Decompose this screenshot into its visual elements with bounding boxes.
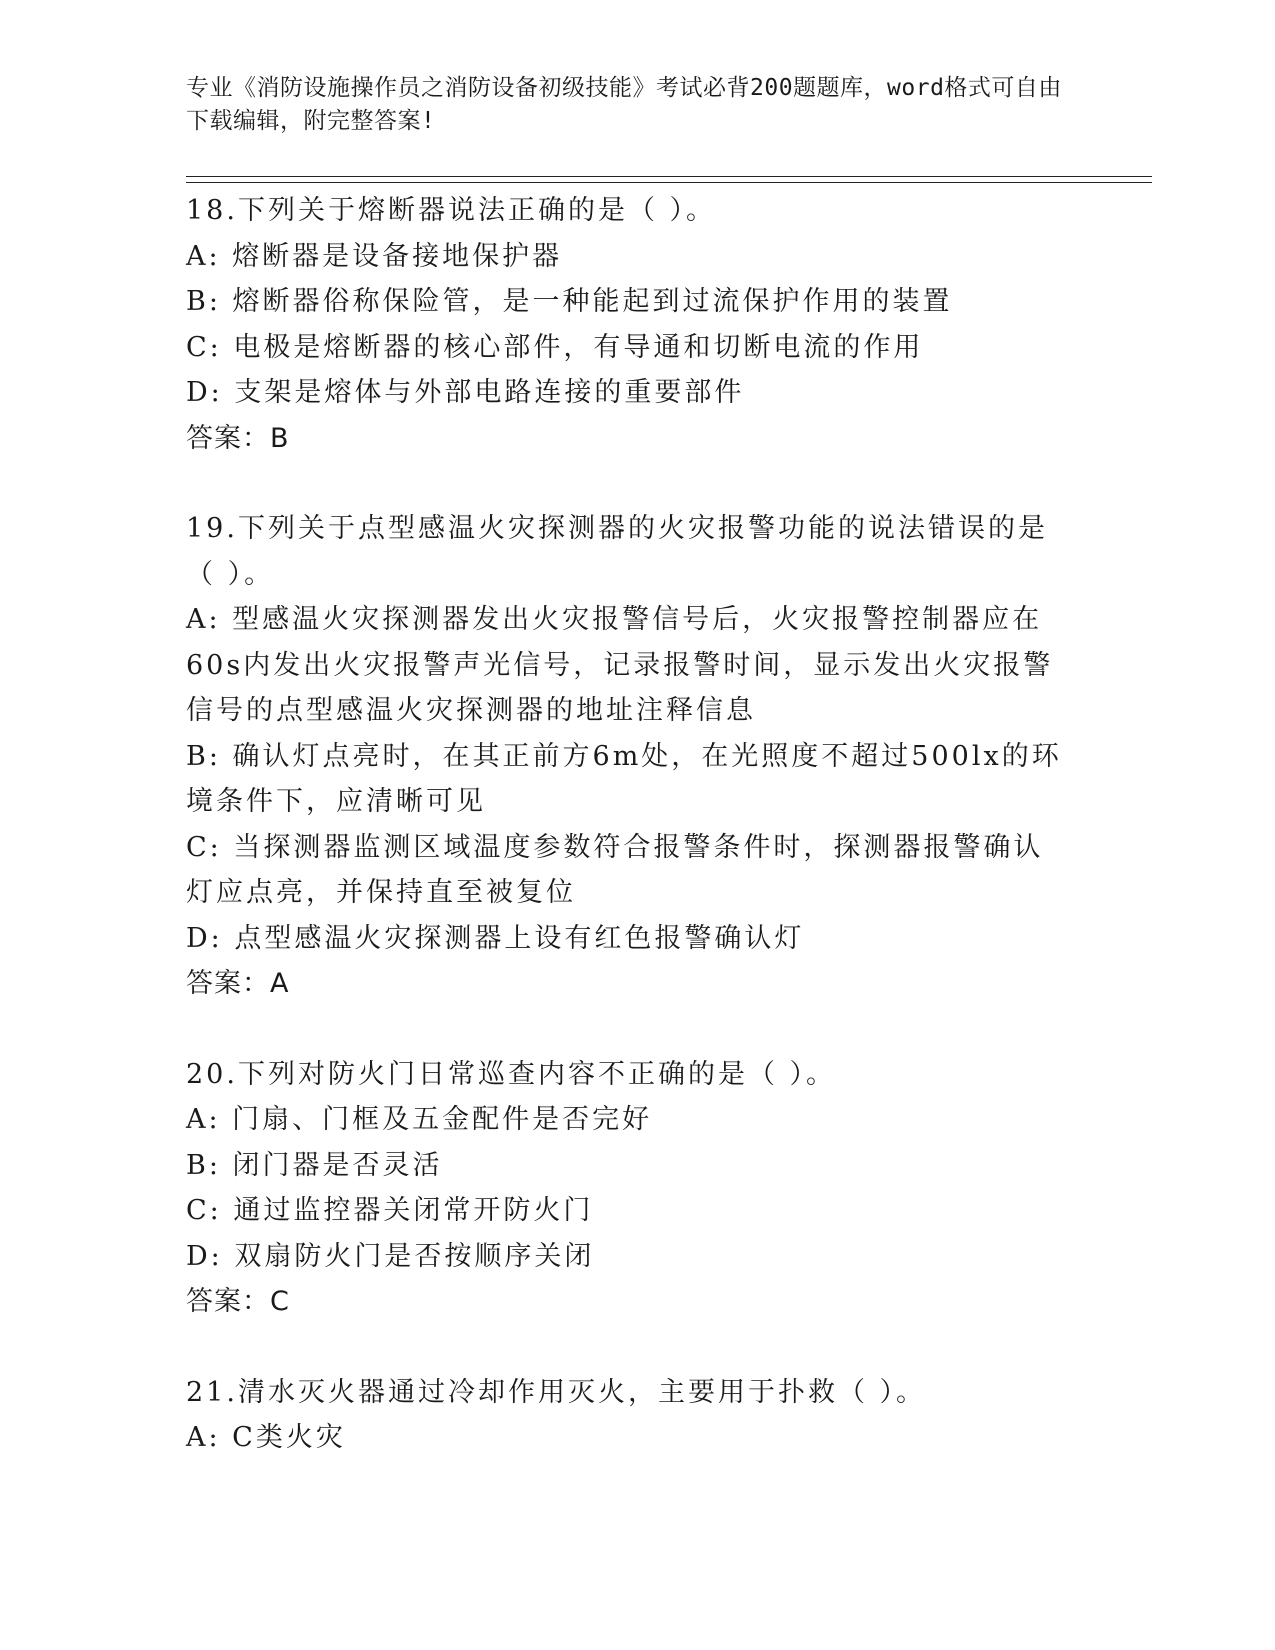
header-divider-top <box>186 176 1152 177</box>
option-c: C: 电极是熔断器的核心部件，有导通和切断电流的作用 <box>186 331 924 363</box>
question-stem: 18.下列关于熔断器说法正确的是（ ）。 <box>186 195 717 226</box>
question-21 <box>186 1370 1066 1461</box>
option-b: B: 熔断器俗称保险管，是一种能起到过流保护作用的装置 <box>186 286 953 317</box>
option-a: A: 型感温火灾探测器发出火灾报警信号后，火灾报警控制器应在60s内发出火灾报警声光信号，记录报警时间，显示发出火灾报警信号的点型感温火灾探测器的地址注释信息 <box>186 604 1054 726</box>
header-divider-bottom <box>186 182 1152 183</box>
question-stem: 21.清水灭火器通过冷却作用灭火，主要用于扑救（ ）。 <box>186 1376 927 1408</box>
question-stem: 20.下列对防火门日常巡查内容不正确的是（ ）。 <box>186 1058 837 1090</box>
answer-line: 答案：A <box>186 968 290 999</box>
option-a: A: 门扇、门框及五金配件是否完好 <box>186 1104 653 1135</box>
question-19 <box>186 506 1066 1007</box>
question-20 <box>186 1052 1066 1325</box>
option-d: D: 双扇防火门是否按顺序关闭 <box>186 1240 595 1272</box>
option-a: A: 熔断器是设备接地保护器 <box>186 240 563 272</box>
option-a: A: C类火灾 <box>186 1422 346 1453</box>
option-c: C: 通过监控器关闭常开防火门 <box>186 1195 594 1226</box>
answer-line: 答案：C <box>186 1286 290 1317</box>
option-c: C: 当探测器监测区域温度参数符合报警条件时，探测器报警确认灯应点亮，并保持直至被复位 <box>186 831 1044 908</box>
question-list <box>186 188 1066 1461</box>
option-d: D: 支架是熔体与外部电路连接的重要部件 <box>186 377 745 408</box>
option-b: B: 闭门器是否灵活 <box>186 1149 443 1181</box>
question-18 <box>186 188 1066 461</box>
option-b: B: 确认灯点亮时，在其正前方6m处，在光照度不超过500lx的环境条件下，应清晰可见 <box>186 740 1062 817</box>
document-header: 专业《消防设施操作员之消防设备初级技能》考试必背200题题库，word格式可自由下载编辑，附完整答案! <box>186 75 1062 134</box>
question-stem: 19.下列关于点型感温火灾探测器的火灾报警功能的说法错误的是（ ）。 <box>186 513 1048 590</box>
option-d: D: 点型感温火灾探测器上设有红色报警确认灯 <box>186 922 805 954</box>
answer-line: 答案：B <box>186 422 290 454</box>
